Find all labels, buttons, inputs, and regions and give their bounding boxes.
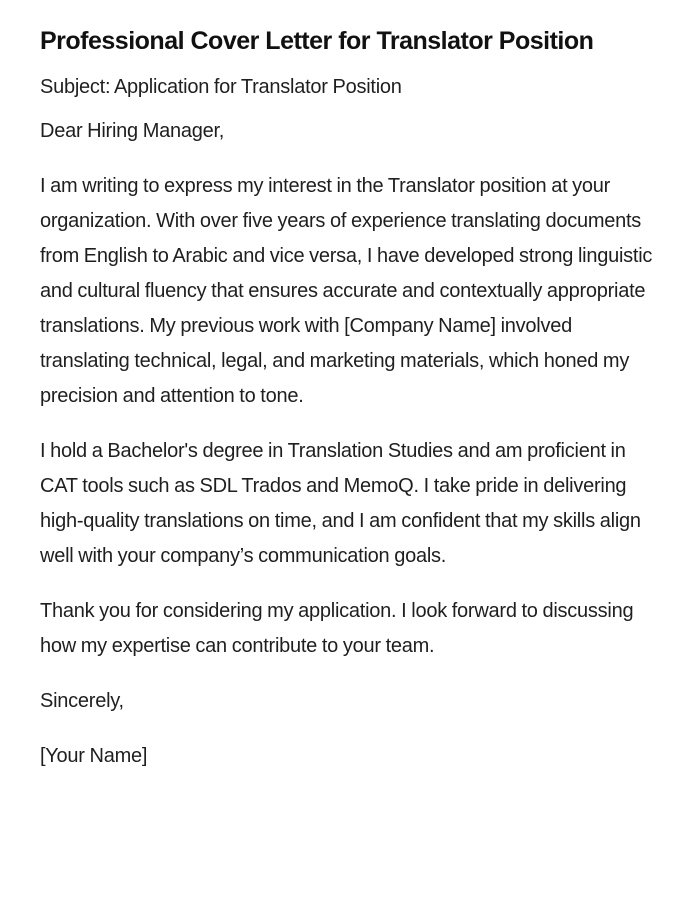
salutation: Dear Hiring Manager, [40, 120, 225, 142]
body-paragraph-2: I hold a Bachelor's degree in Translation Studies and am proficient in CAT tools such as SDL Trados and MemoQ. I take pride in delivering high-quality translations on time, and I am confident that my skills align well with your company’s communication goals. [40, 440, 641, 567]
body-paragraph-1: I am writing to express my interest in the Translator position at your organization. With over five years of experience translating documents from English to Arabic and vice versa, I have developed strong linguistic and cultural fluency that ensures accurate and contextually appropriate translations. My previous work with [Company Name] involved translating technical, legal, and marketing materials, which honed my precision and attention to tone. [40, 175, 653, 407]
subject-line: Subject: Application for Translator Position [40, 76, 402, 98]
closing: Sincerely, [40, 690, 124, 712]
body-paragraph-3: Thank you for considering my application. I look forward to discussing how my expertise can contribute to your team. [40, 600, 634, 657]
signature: [Your Name] [40, 745, 148, 767]
document-title: Professional Cover Letter for Translator Position [40, 27, 594, 55]
